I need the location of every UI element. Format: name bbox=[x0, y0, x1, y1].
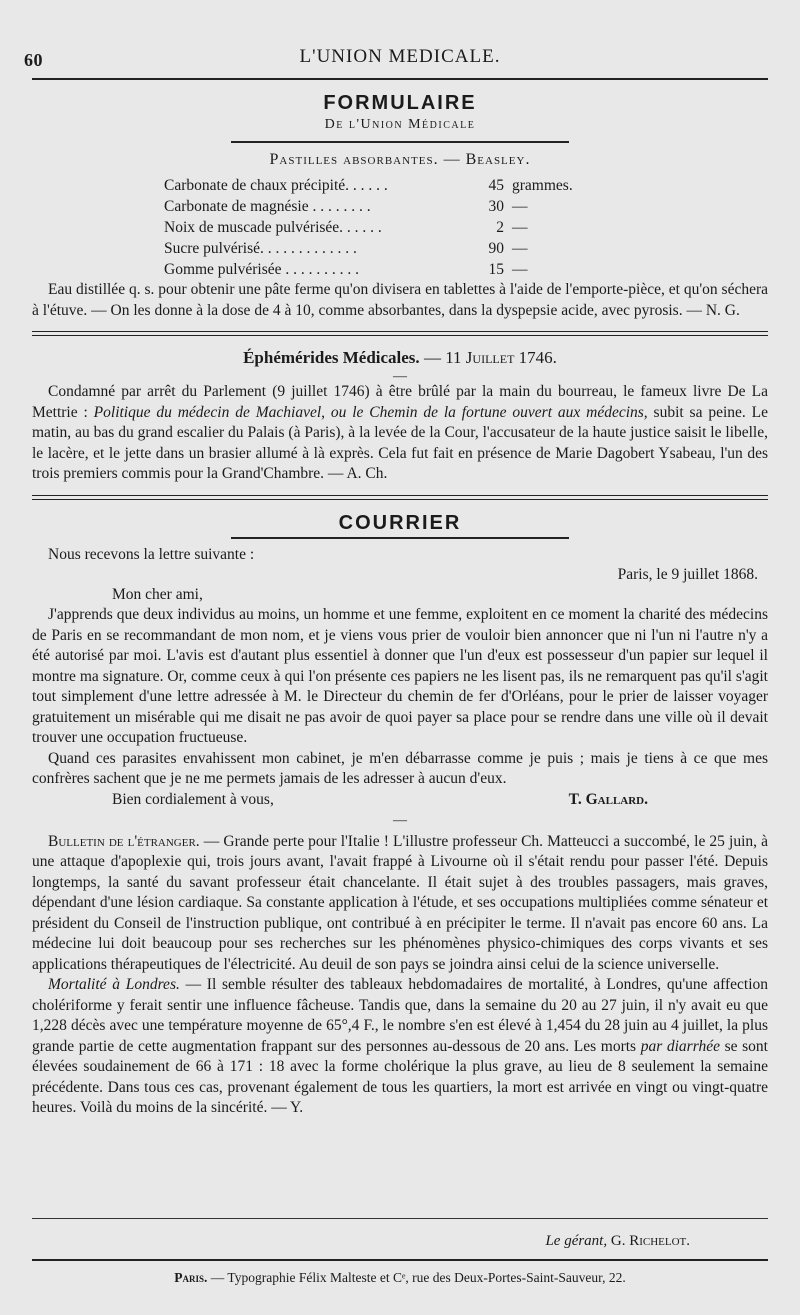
formulaire-text: Eau distillée q. s. pour obtenir une pâte ferme qu'on divisera en tablettes à l'aide de l'emporte-pièce, et qu'on séchera à l'étuve. — On les donne à la dose de 4 à 10, comme absorbantes, dans la dyspepsie acide, avec pyrosis. — N. G. bbox=[32, 281, 768, 319]
bulletin-text: — Grande perte pour l'Italie ! L'illustre professeur Ch. Matteucci a succombé, le 25 juin, à une attaque d'apoplexie qui, trois jours avant, l'avait frappé à Livourne où il s'était rendu pour passer l'été. Depuis longtemps, la santé du savant professeur était chancelante. Il était sujet à des troubles passagers, mais graves, dépendant d'une lésion cardiaque. Sa constante application à l'étude, et ses occupations multipliées comme sénateur et président du Conseil de l'instruction publique, ont contribué à en précipiter le terme. Il n'avait pas encore 60 ans. La médecine lui doit beaucoup pour ses recherches sur les phénomènes physico-chimiques des corps vivants et ses applications thérapeutiques de l'électricité. Au deuil de son pays se joindra ainsi celui de la science universelle. bbox=[32, 832, 768, 973]
courrier-section bbox=[32, 512, 768, 1119]
printer-footer bbox=[0, 1270, 800, 1286]
ingredient-name: Noix de muscade pulvérisée. . . . . . bbox=[164, 219, 382, 236]
letter-paragraph-1: J'apprends que deux individus au moins, un homme et une femme, exploitent en ce moment la charité des médecins de Paris en se recommandant de mon nom, et je viens vous prier de vouloir bien annoncer que ni l'un ni l'autre n'y a été autorisé par moi. L'avis est d'autant plus essentiel à donner que l'un d'eux est possesseur d'un papier sur lequel il montre ma signature. Or, comme ceux à qui l'on présente ces papiers ne les lisent pas, ils ne remarquent pas qu'il s'agit tout simplement d'une lettre adressée à M. le Directeur du chemin de fer d'Orléans, pour le prier de laisser voyager gratuitement un misérable qui me disait ne pas avoir de quoi payer sa place pour se rendre dans une ville où il devait trouver une occupation fructueuse. bbox=[32, 606, 768, 746]
ingredient-qty: 90 bbox=[488, 240, 504, 257]
ingredient-unit: — bbox=[512, 261, 528, 278]
ingredient-unit: — bbox=[512, 219, 528, 236]
section-rule bbox=[32, 331, 768, 332]
courrier-dash: — bbox=[393, 812, 407, 828]
ephemerides-text-start: Condamné par arrêt du Parlement (9 juillet 1746) à être brûlé par la main du bourreau, le fameux livre De La Mettrie : bbox=[32, 383, 768, 421]
courrier-rule bbox=[231, 537, 570, 539]
ingredient-row bbox=[164, 259, 634, 280]
footer-city: Paris. bbox=[174, 1270, 208, 1285]
ingredient-name: Carbonate de magnésie . . . . . . . . bbox=[164, 198, 371, 215]
ephemerides-dash: — bbox=[393, 369, 407, 384]
ingredient-name: Carbonate de chaux précipité. . . . . . bbox=[164, 177, 388, 194]
bulletin-paragraph bbox=[32, 832, 768, 976]
formulaire-subtitle: De l'Union Médicale bbox=[324, 117, 476, 132]
end-rule bbox=[32, 1218, 768, 1219]
letter-salutation: Mon cher ami, bbox=[112, 586, 203, 603]
ephemerides-heading bbox=[32, 348, 768, 368]
section-rule bbox=[32, 495, 768, 496]
letter-closing: Bien cordialement à vous, bbox=[112, 790, 274, 808]
ingredient-qty: 30 bbox=[488, 198, 504, 215]
formulaire-title: FORMULAIRE bbox=[323, 92, 477, 114]
formulaire-section bbox=[32, 92, 768, 321]
letter-place-date: Paris, le 9 juillet 1868. bbox=[617, 566, 758, 583]
ingredient-row bbox=[164, 175, 634, 196]
ephemerides-text bbox=[32, 382, 768, 485]
ephemerides-title: Éphémérides Médicales. bbox=[243, 348, 420, 367]
ingredient-name: Gomme pulvérisée . . . . . . . . . . bbox=[164, 261, 360, 278]
formulaire-rule bbox=[231, 141, 570, 143]
ingredient-qty: 15 bbox=[488, 261, 504, 278]
letter-signoff bbox=[112, 790, 648, 810]
gerant-name: G. Richelot. bbox=[610, 1233, 690, 1249]
bulletin-label: Bulletin de l'étranger. bbox=[48, 832, 200, 850]
ingredient-unit: — bbox=[512, 240, 528, 257]
mortalite-rest: se sont élevées soudainement de 66 à 171 : 18 avec la forme cholérique la plus grave, au lieu de 8 seulement la semaine précédente. Dans tous ces cas, provenant également de tous les quartiers, la mort est arrivée en vingt ou vingt-quatre heures. Voilà du moins de la sincérité. — Y. bbox=[32, 1037, 768, 1116]
letter-signature: T. Gallard. bbox=[568, 790, 648, 808]
ingredient-name: Sucre pulvérisé. . . . . . . . . . . . . bbox=[164, 240, 357, 257]
page-number: 60 bbox=[24, 50, 43, 70]
journal-name: L'UNION MEDICALE. bbox=[299, 46, 501, 67]
ingredient-unit: grammes. bbox=[512, 177, 573, 194]
ingredient-unit: — bbox=[512, 198, 528, 215]
book-title: Politique du médecin de Machiavel, ou le Chemin de la fortune ouvert aux médecins, bbox=[93, 403, 648, 421]
footer-text: — Typographie Félix Malteste et Cᵉ, rue des Deux-Portes-Saint-Sauveur, 22. bbox=[210, 1270, 626, 1285]
mortalite-label: Mortalité à Londres. bbox=[48, 976, 180, 993]
gerant-label: Le gérant, bbox=[545, 1233, 608, 1249]
mortalite-paragraph bbox=[32, 975, 768, 1119]
ingredient-qty: 45 bbox=[488, 177, 504, 194]
ingredient-row bbox=[164, 196, 634, 217]
letter-paragraph-2: Quand ces parasites envahissent mon cabinet, je m'en débarrasse comme je puis ; mais je tiens à ce que mes confrères sachent que je ne me permets jamais de les adresser à aucun d'eux. bbox=[32, 749, 768, 787]
footer-rule bbox=[32, 1259, 768, 1261]
section-rule bbox=[32, 335, 768, 336]
ephemerides-date: — 11 Juillet 1746. bbox=[423, 348, 557, 367]
courrier-intro: Nous recevons la lettre suivante : bbox=[48, 545, 255, 563]
ingredient-list bbox=[164, 175, 768, 280]
page-content bbox=[32, 82, 768, 1119]
gerant-line bbox=[545, 1233, 690, 1250]
ephemerides-section bbox=[32, 348, 768, 485]
mortalite-italic: par diarrhée bbox=[640, 1037, 720, 1055]
ingredient-row bbox=[164, 238, 634, 259]
courrier-title: COURRIER bbox=[338, 511, 462, 534]
running-head bbox=[0, 44, 800, 74]
header-rule bbox=[32, 78, 768, 80]
section-rule bbox=[32, 499, 768, 500]
recipe-title: Pastilles absorbantes. — Beasley. bbox=[269, 151, 531, 168]
ingredient-qty: 2 bbox=[496, 219, 504, 236]
ingredient-row bbox=[164, 217, 634, 238]
mortalite-text: — Il semble résulter des tableaux hebdomadaires de mortalité, à Londres, qu'une affection cholériforme y ferait sentir une influence fâcheuse. Tandis que, dans la semaine du 20 au 27 juin, il n'y avait eu que 1,228 décès avec une température moyenne de 65°,4 F., le nombre s'en est élevé à 1,454 du 28 juin au 4 juillet, la plus grande partie de cette augmentation frappant sur des personnes au-dessous de 20 ans. Les morts bbox=[32, 976, 768, 1055]
ephemerides-text-rest: subit sa peine. Le matin, au bas du grand escalier du Palais (à Paris), à la levée de la Cour, l'accusateur de la haute justice saisit le libelle, le lacère, et le jette dans un brasier allumé à là exprès. Cela fut fait en présence de Marie Dagobert Ysabeau, l'un des trois premiers commis pour la Grand'Chambre. — A. Ch. bbox=[32, 403, 768, 482]
